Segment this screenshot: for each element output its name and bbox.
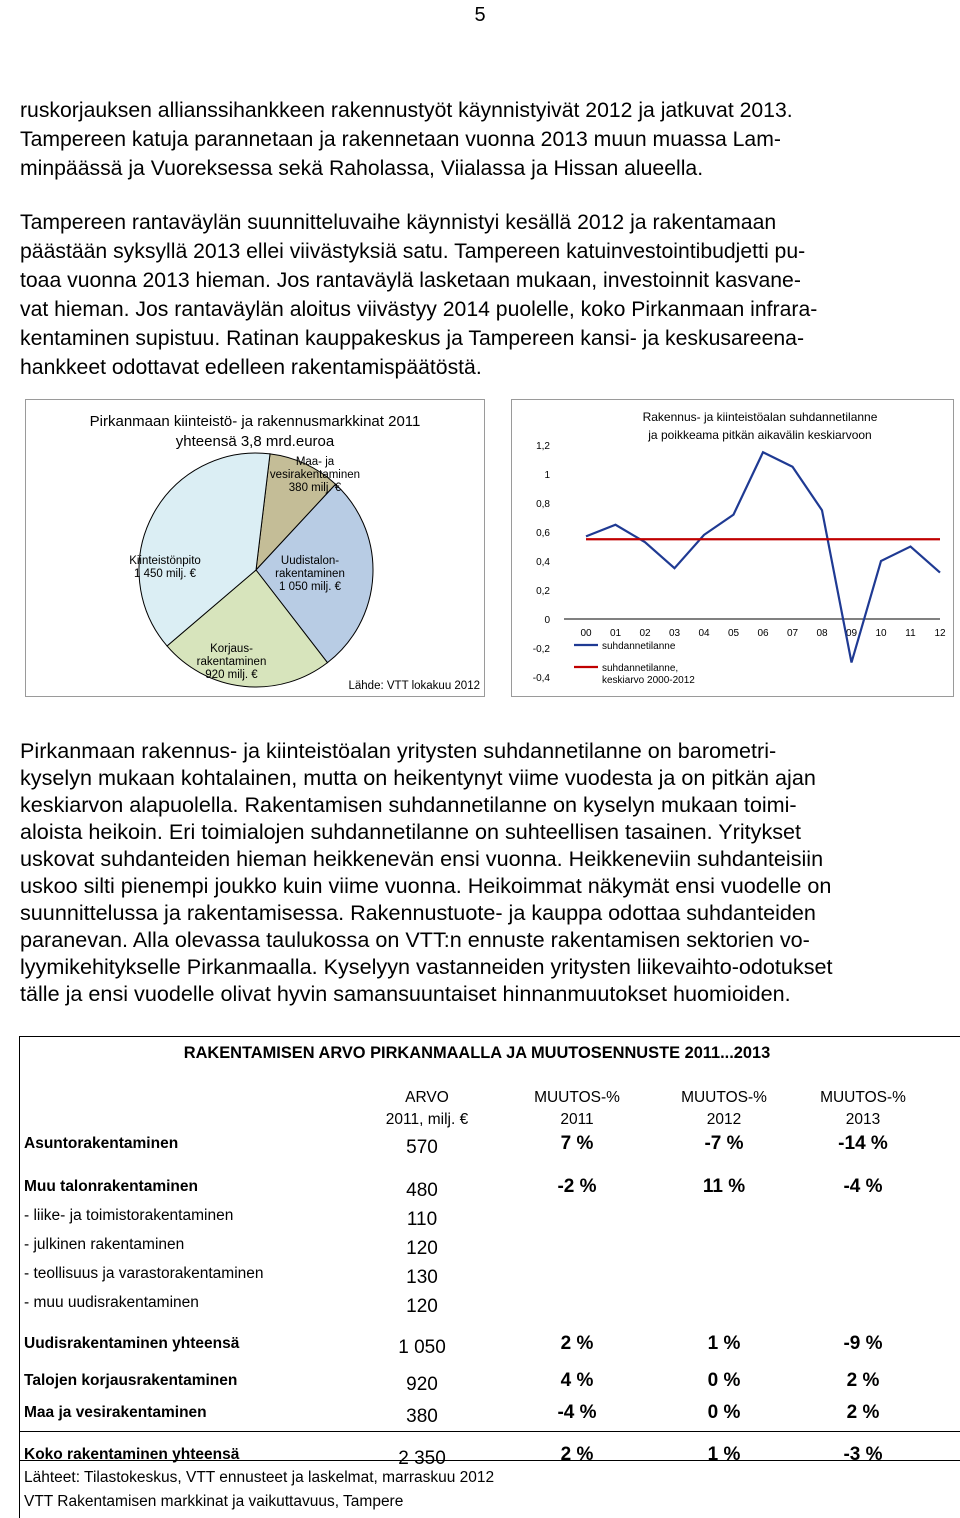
table-cell: 2 350 xyxy=(398,1448,446,1469)
table-cell: 120 xyxy=(406,1296,438,1317)
pie-chart-panel xyxy=(25,399,485,697)
table-cell: 130 xyxy=(406,1267,438,1288)
text-line: kyselyn mukaan kohtalainen, mutta on heikentynyt viime vuodesta ja on pitkän ajan xyxy=(20,765,816,790)
text-line: lyymikehitykselle Pirkanmaalla. Kyselyyn vastanneiden yritysten liikevaihto-odotukset xyxy=(20,954,833,979)
line-chart xyxy=(512,400,953,696)
table-row-label: Talojen korjausrakentaminen xyxy=(24,1372,238,1389)
x-tick-label: 05 xyxy=(727,628,740,639)
text-line: toaa vuonna 2013 hieman. Jos rantaväylä lasketaan mukaan, investoinnit kasvane- xyxy=(20,269,801,292)
text-line: vat hieman. Jos rantaväylän aloitus viivästyy 2014 puolelle, koko Pirkanmaan infrara- xyxy=(20,298,818,321)
y-tick-label: 1,2 xyxy=(536,441,550,452)
x-tick-label: 09 xyxy=(845,628,858,639)
table-cell: -4 % xyxy=(557,1402,597,1423)
table-cell: 2 % xyxy=(560,1333,594,1354)
table-divider xyxy=(20,1431,960,1432)
text-line: aloista heikoin. Eri toimialojen suhdannetilanne on suhteellisen tasainen. Yritykset xyxy=(20,819,802,844)
table-cell: 120 xyxy=(406,1238,438,1259)
table-cell: 11 % xyxy=(702,1176,746,1197)
x-tick-label: 12 xyxy=(934,628,946,639)
text-line: Pirkanmaan rakennus- ja kiinteistöalan yritysten suhdannetilanne on barometri- xyxy=(20,738,777,763)
table-cell: 2 % xyxy=(846,1402,880,1423)
header-muutos-2012: MUUTOS-% 2012 xyxy=(681,1089,767,1128)
pie-label-uudistalonrakentaminen: Uudistalon- rakentaminen 1 050 milj. € xyxy=(275,555,345,593)
forecast-table xyxy=(19,1036,960,1518)
text-line: hankkeet odottavat edelleen rakentamispäätöstä. xyxy=(20,356,482,379)
y-tick-label: -0,2 xyxy=(532,644,550,655)
text-line: keskiarvon alapuolella. Rakentamisen suhdannetilanne on kyselyn mukaan toimi- xyxy=(20,792,797,817)
x-tick-label: 00 xyxy=(580,628,592,639)
table-cell: 1 % xyxy=(707,1333,741,1354)
table-cell: -9 % xyxy=(843,1333,883,1354)
text-line: uskoo silti pienempi joukko kuin viime vuonna. Heikoimmat näkymät ensi vuodelle on xyxy=(20,873,832,898)
text-line: uskovat suhdanteiden hieman heikkenevän ensi vuonna. Heikkeneviin suhdanteisiin xyxy=(20,846,824,871)
text-line: tälle ja ensi vuodelle olivat hyvin samansuuntaiset hinnanmuutokset huomioiden. xyxy=(20,981,791,1006)
text-line: minpäässä ja Vuoreksessa sekä Raholassa, Viialassa ja Hissan alueella. xyxy=(20,157,704,180)
legend-label: suhdannetilanne, xyxy=(602,663,679,674)
table-cell: -4 % xyxy=(843,1176,883,1197)
paragraph-suhdannetilanne xyxy=(20,737,940,1007)
pie-label-maa-vesirakentaminen: Maa- ja vesirakentaminen 380 milj. € xyxy=(269,456,361,494)
text-line: ruskorjauksen allianssihankkeen rakennustyöt käynnistyivät 2012 ja jatkuvat 2013. xyxy=(20,99,793,122)
table-cell: 380 xyxy=(406,1406,438,1427)
table-cell: 110 xyxy=(406,1209,438,1230)
table-cell: 4 % xyxy=(560,1370,594,1391)
table-row-label: Koko rakentaminen yhteensä xyxy=(24,1446,240,1463)
pie-chart-source: Lähde: VTT lokakuu 2012 xyxy=(348,680,480,692)
table-cell: 0 % xyxy=(707,1402,741,1423)
legend-label: keskiarvo 2000-2012 xyxy=(602,675,695,686)
y-tick-label: 0,6 xyxy=(536,528,550,539)
text-line: paranevan. Alla olevassa taulukossa on VTT:n ennuste rakentamisen sektorien vo- xyxy=(20,927,810,952)
text-line: päästään syksyllä 2013 ellei viivästyksiä satu. Tampereen katuinvestointibudjetti pu- xyxy=(20,240,806,263)
y-tick-label: 0,2 xyxy=(536,586,550,597)
table-cell: -14 % xyxy=(838,1133,888,1154)
table-row-label: Asuntorakentaminen xyxy=(24,1135,179,1152)
table-cell: 1 050 xyxy=(398,1337,446,1358)
y-tick-label: 0,4 xyxy=(536,557,550,568)
table-cell: 7 % xyxy=(560,1133,594,1154)
table-title: RAKENTAMISEN ARVO PIRKANMAALLA JA MUUTOSENNUSTE 2011...2013 xyxy=(183,1044,771,1062)
pie-label-kiinteistonpito: Kiinteistönpito 1 450 milj. € xyxy=(129,555,201,580)
x-tick-label: 07 xyxy=(786,628,799,639)
x-tick-label: 03 xyxy=(668,628,681,639)
table-row-label: Maa ja vesirakentaminen xyxy=(24,1404,207,1421)
line-chart-title: Rakennus- ja kiinteistöalan suhdannetilanne ja poikkeama pitkän aikavälin keskiarvoon xyxy=(642,410,878,442)
x-tick-label: 01 xyxy=(609,628,622,639)
table-cell: -2 % xyxy=(557,1176,597,1197)
paragraph-infrastructure xyxy=(20,96,940,183)
header-muutos-2013: MUUTOS-% 2013 xyxy=(820,1089,906,1128)
table-cell: 2 % xyxy=(846,1370,880,1391)
x-tick-label: 02 xyxy=(639,628,651,639)
table-cell: 0 % xyxy=(707,1370,741,1391)
table-row-label: - muu uudisrakentaminen xyxy=(24,1294,199,1311)
pie-label-korjausrakentaminen: Korjaus- rakentaminen 920 milj. € xyxy=(196,643,267,681)
line-chart-panel xyxy=(511,399,954,697)
pie-chart-title: Pirkanmaan kiinteistö- ja rakennusmarkkinat 2011 yhteensä 3,8 mrd.euroa xyxy=(89,413,421,450)
text-line: Tampereen katuja parannetaan ja rakennetaan vuonna 2013 muun muassa Lam- xyxy=(20,128,781,151)
text-line: suunnittelussa ja rakentamisessa. Rakennustuote- ja kauppa odottaa suhdanteiden xyxy=(20,900,816,925)
table-row-label: Uudisrakentaminen yhteensä xyxy=(24,1335,240,1352)
y-tick-label: 0 xyxy=(544,615,550,626)
table-cell: -3 % xyxy=(843,1444,883,1465)
y-tick-label: -0,4 xyxy=(532,673,550,684)
x-tick-label: 04 xyxy=(698,628,710,639)
x-tick-label: 08 xyxy=(816,628,828,639)
x-tick-label: 06 xyxy=(757,628,769,639)
table-row-label: - teollisuus ja varastorakentaminen xyxy=(24,1265,264,1282)
header-muutos-2011: MUUTOS-% 2011 xyxy=(534,1089,620,1128)
table-source: VTT Rakentamisen markkinat ja vaikuttavuus, Tampere xyxy=(24,1493,404,1510)
text-line: kentaminen supistuu. Ratinan kauppakeskus ja Tampereen kansi- ja keskusareena- xyxy=(20,327,804,350)
table-cell: -7 % xyxy=(704,1133,744,1154)
table-cell: 480 xyxy=(406,1180,438,1201)
table-source: Lähteet: Tilastokeskus, VTT ennusteet ja laskelmat, marraskuu 2012 xyxy=(24,1469,495,1486)
x-tick-label: 11 xyxy=(905,628,916,639)
y-tick-label: 0,8 xyxy=(536,499,550,510)
table-cell: 1 % xyxy=(707,1444,741,1465)
legend-label: suhdannetilanne xyxy=(602,641,676,652)
header-arvo: ARVO 2011, milj. € xyxy=(385,1089,469,1128)
y-tick-label: 1 xyxy=(544,470,550,481)
page-number: 5 xyxy=(474,4,486,26)
table-row-label: - julkinen rakentaminen xyxy=(24,1236,185,1253)
table-cell: 920 xyxy=(406,1374,438,1395)
text-line: Tampereen rantaväylän suunnitteluvaihe käynnistyi kesällä 2012 ja rakentamaan xyxy=(20,211,777,234)
x-tick-label: 10 xyxy=(875,628,887,639)
table-row-label: Muu talonrakentaminen xyxy=(24,1178,198,1195)
paragraph-rantavayla xyxy=(20,208,940,382)
table-cell: 2 % xyxy=(560,1444,594,1465)
table-row-label: - liike- ja toimistorakentaminen xyxy=(24,1207,234,1224)
table-cell: 570 xyxy=(406,1137,438,1158)
